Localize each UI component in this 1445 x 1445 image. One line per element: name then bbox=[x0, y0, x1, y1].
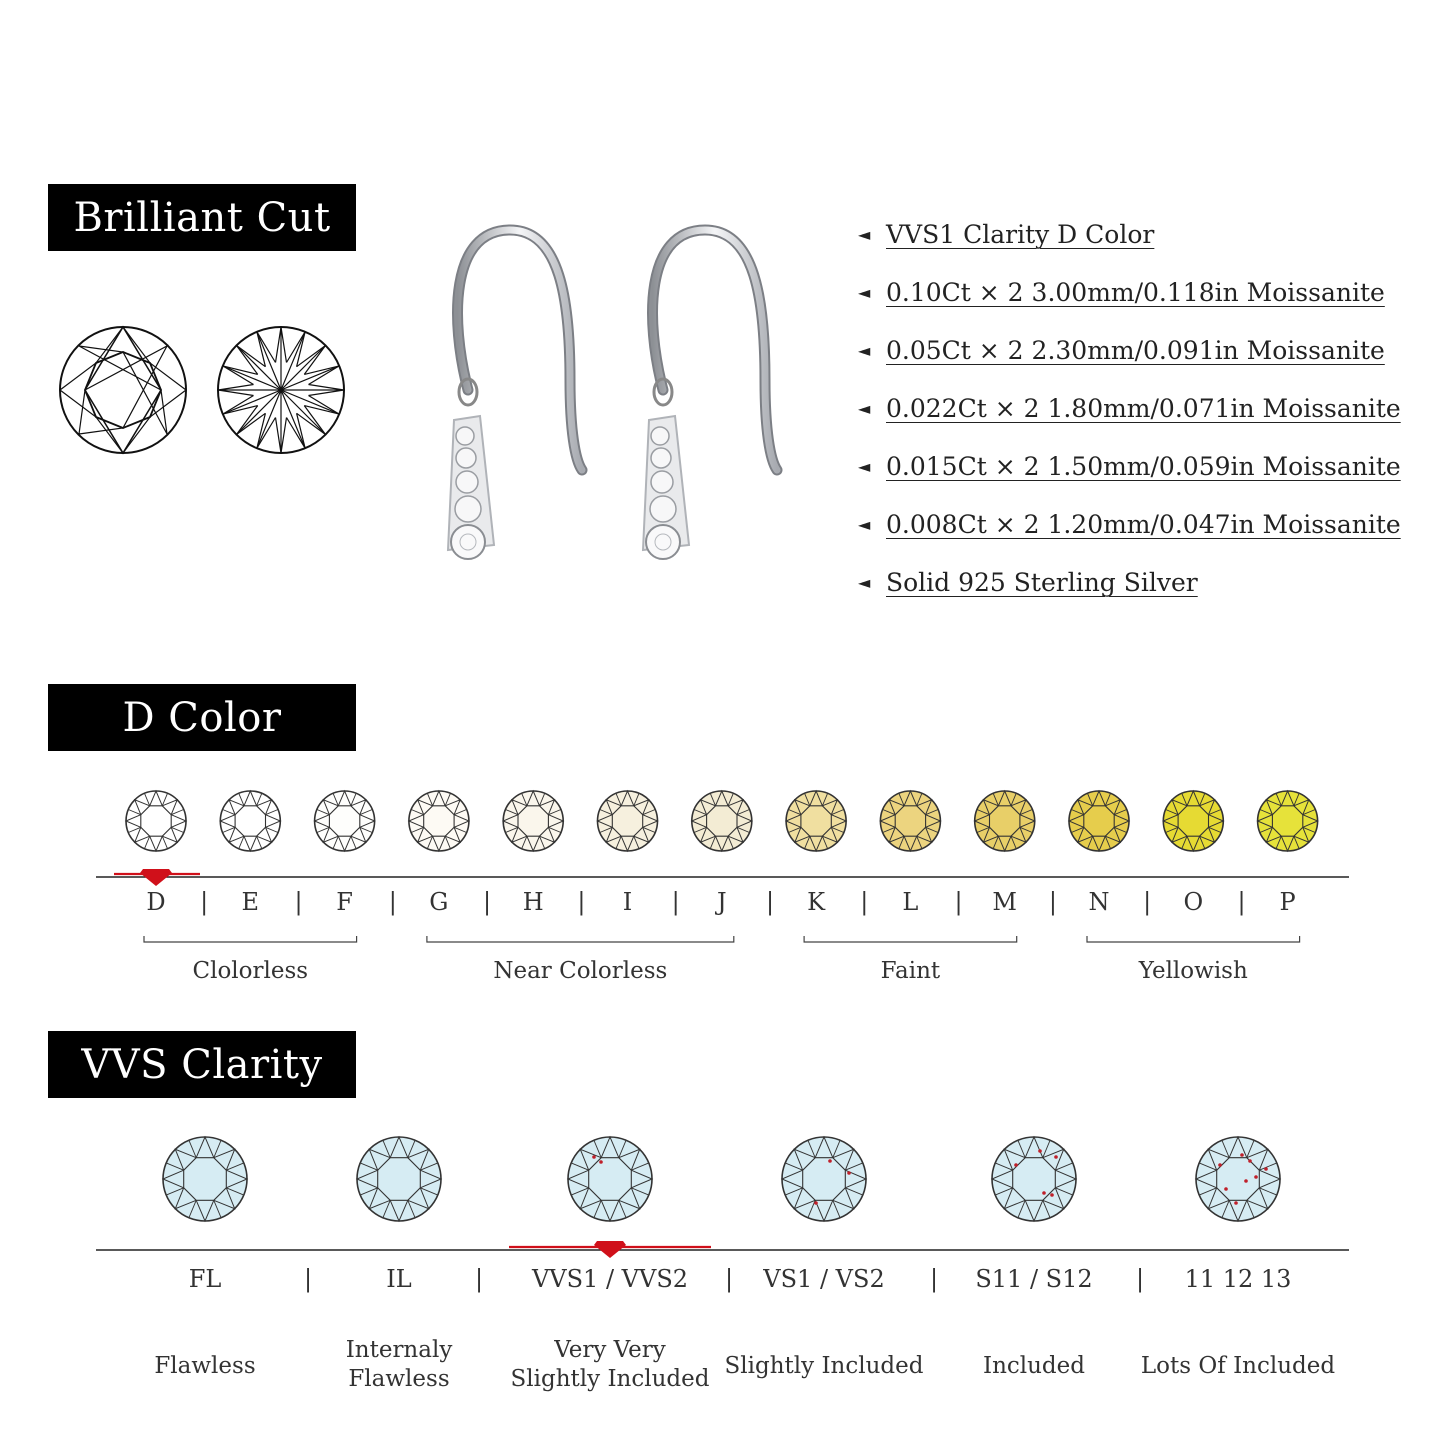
group-bracket bbox=[1087, 936, 1300, 942]
color-grade-label: H bbox=[522, 888, 544, 916]
spec-text: 0.022Ct × 2 1.80mm/0.071in Moissanite bbox=[886, 394, 1401, 423]
group-bracket bbox=[144, 936, 357, 942]
clarity-gem bbox=[1196, 1137, 1280, 1221]
clarity-description: Included bbox=[982, 1353, 1085, 1379]
color-gem-K bbox=[786, 791, 846, 851]
color-gem-G bbox=[409, 791, 469, 851]
grade-separator: | bbox=[577, 888, 586, 916]
grade-separator: | bbox=[765, 888, 775, 916]
clarity-description: Very Very Slightly Included bbox=[510, 1337, 710, 1392]
arrow-left-icon: ◄ bbox=[858, 341, 871, 360]
color-gem-D bbox=[126, 791, 186, 851]
color-group-label: Faint bbox=[880, 958, 941, 984]
clarity-gem bbox=[568, 1137, 652, 1221]
clarity-grade-label: VVS1 / VVS2 bbox=[531, 1265, 689, 1293]
brilliant-cut-banner: Brilliant Cut bbox=[48, 184, 356, 251]
color-grade-label: O bbox=[1183, 888, 1204, 916]
grade-separator: | bbox=[671, 888, 680, 916]
group-bracket bbox=[804, 936, 1017, 942]
grade-separator: | bbox=[388, 888, 397, 916]
color-gem-I bbox=[598, 791, 658, 851]
grade-separator: | bbox=[294, 888, 303, 916]
spec-text: Solid 925 Sterling Silver bbox=[886, 568, 1198, 597]
color-grade-label: K bbox=[807, 888, 826, 916]
grade-separator: | bbox=[475, 1265, 484, 1293]
arrow-left-icon: ◄ bbox=[858, 457, 871, 476]
color-group-label: Yellowish bbox=[1138, 958, 1248, 984]
color-grade-label: J bbox=[716, 888, 727, 916]
color-grade-label: P bbox=[1279, 888, 1296, 916]
clarity-grade-label: 11 12 13 bbox=[1184, 1265, 1292, 1293]
color-grade-label: N bbox=[1088, 888, 1110, 916]
clarity-grade-label: VS1 / VS2 bbox=[763, 1265, 885, 1293]
arrow-left-icon: ◄ bbox=[858, 515, 871, 534]
grade-separator: | bbox=[304, 1265, 313, 1293]
grade-separator: | bbox=[200, 888, 209, 916]
grade-separator: | bbox=[1136, 1265, 1145, 1293]
grade-separator: | bbox=[1048, 888, 1057, 916]
color-grade-label: L bbox=[902, 888, 919, 916]
color-grade-label: D bbox=[146, 888, 166, 916]
grade-separator: | bbox=[483, 888, 492, 916]
clarity-gem bbox=[782, 1137, 866, 1221]
grade-separator: | bbox=[1237, 888, 1246, 916]
color-grade-label: G bbox=[429, 888, 449, 916]
color-gem-J bbox=[692, 791, 752, 851]
color-grade-label: I bbox=[622, 888, 633, 916]
color-gem-N bbox=[1069, 791, 1129, 851]
grade-separator: | bbox=[725, 1265, 734, 1293]
arrow-left-icon: ◄ bbox=[858, 225, 871, 244]
spec-text: 0.015Ct × 2 1.50mm/0.059in Moissanite bbox=[886, 452, 1401, 481]
color-gem-H bbox=[503, 791, 563, 851]
color-grade-label: F bbox=[336, 888, 353, 916]
color-gem-F bbox=[315, 791, 375, 851]
clarity-grade-label: S11 / S12 bbox=[975, 1265, 1093, 1293]
arrow-left-icon: ◄ bbox=[858, 573, 871, 592]
clarity-description: Flawless bbox=[154, 1353, 256, 1379]
grade-separator: | bbox=[930, 1265, 939, 1293]
grade-separator: | bbox=[860, 888, 869, 916]
color-group-label: Clolorless bbox=[192, 958, 309, 984]
arrow-left-icon: ◄ bbox=[858, 283, 871, 302]
color-gem-L bbox=[880, 791, 940, 851]
clarity-description: Lots Of Included bbox=[1140, 1353, 1336, 1379]
color-group-label: Near Colorless bbox=[493, 958, 668, 984]
clarity-grade-label: IL bbox=[386, 1265, 412, 1293]
clarity-grade-label: FL bbox=[188, 1265, 222, 1293]
color-gem-P bbox=[1258, 791, 1318, 851]
color-gem-E bbox=[220, 791, 280, 851]
arrow-left-icon: ◄ bbox=[858, 399, 871, 418]
grade-separator: | bbox=[1143, 888, 1152, 916]
spec-text: 0.10Ct × 2 3.00mm/0.118in Moissanite bbox=[886, 278, 1385, 307]
color-grade-label: E bbox=[241, 888, 260, 916]
color-grade-label: M bbox=[992, 888, 1017, 916]
spec-text: 0.008Ct × 2 1.20mm/0.047in Moissanite bbox=[886, 510, 1401, 539]
grade-separator: | bbox=[954, 888, 963, 916]
group-bracket bbox=[427, 936, 734, 942]
color-gem-M bbox=[975, 791, 1035, 851]
spec-text: VVS1 Clarity D Color bbox=[886, 220, 1155, 249]
spec-text: 0.05Ct × 2 2.30mm/0.091in Moissanite bbox=[886, 336, 1385, 365]
clarity-description: Slightly Included bbox=[724, 1353, 924, 1379]
vvs-clarity-banner: VVS Clarity bbox=[48, 1031, 356, 1098]
clarity-gem bbox=[992, 1137, 1076, 1221]
clarity-description: Internaly Flawless bbox=[345, 1337, 453, 1392]
clarity-gem bbox=[357, 1137, 441, 1221]
d-color-banner: D Color bbox=[48, 684, 356, 751]
color-gem-O bbox=[1163, 791, 1223, 851]
clarity-gem bbox=[163, 1137, 247, 1221]
